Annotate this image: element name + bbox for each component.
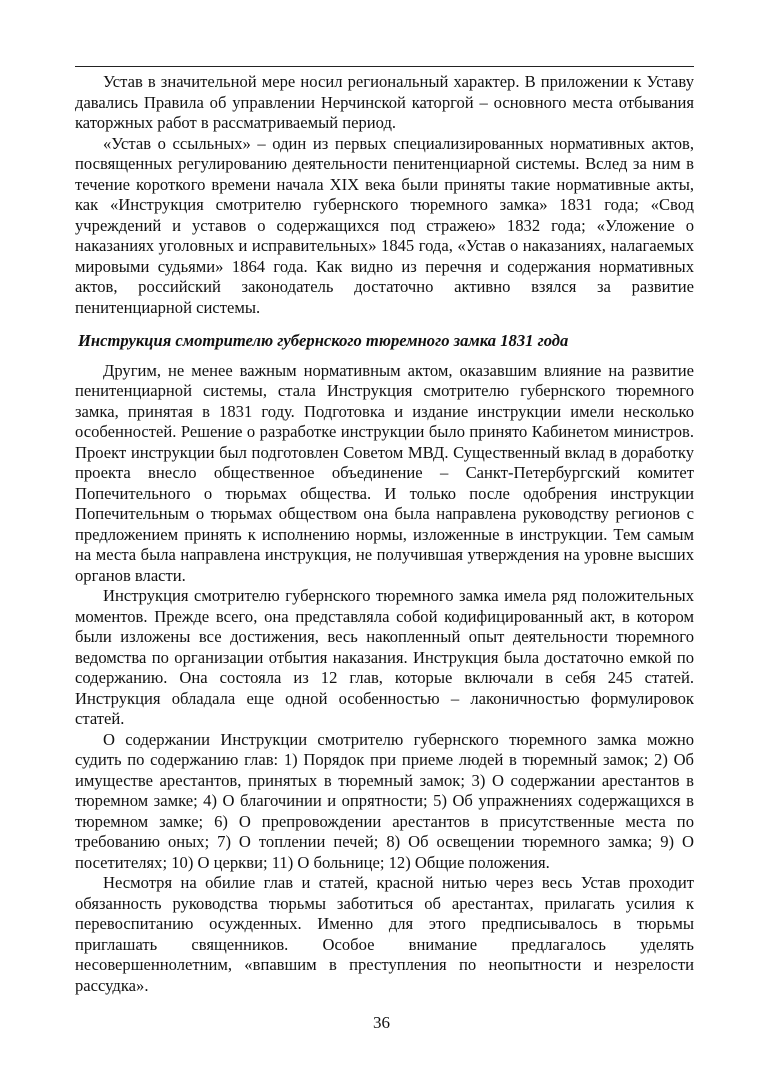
paragraph: О содержании Инструкции смотрителю губернского тюремного замка можно судить по содержанию глав: 1) Порядок при приеме людей в тюремный замок; 2) Об имуществе арестантов, принятых в тюремный замок; 3) О содержании арестантов в тюремном замке; 4) О благочинии и опрятности; 5) Об упражнениях содержащихся в тюремном замке; 6) О препровождении арестантов в присутственные места по требованию оных; 7) О топлении печей; 8) Об освещении тюремного замка; 9) О посетителях; 10) О церкви; 11) О больнице; 12) Общие положения.: [75, 729, 694, 872]
text-block-before: [75, 72, 694, 318]
paragraph: Инструкция смотрителю губернского тюремного замка имела ряд положительных моментов. Прежде всего, она представляла собой кодифицированный акт, в котором были изложены все достижения, весь накопленный опыт деятельности тюремного ведомства по организации отбытия наказания. Инструкция была достаточно емкой по содержанию. Она состояла из 12 глав, которые включали в себя 245 статей. Инструкция обладала еще одной особенностью – лаконичностью формулировок статей.: [75, 586, 694, 728]
page-number: 36: [373, 1013, 390, 1032]
page-body: [75, 66, 694, 996]
paragraph: Устав в значительной мере носил региональный характер. В приложении к Уставу давались Правила об управлении Нерчинской каторгой – основного места отбывания каторжных работ в рассматриваемый период.: [75, 72, 694, 132]
paragraph: Другим, не менее важным нормативным актом, оказавшим влияние на развитие пенитенциарной системы, стала Инструкция смотрителю губернского тюремного замка, принятая в 1831 году. Подготовка и издание инструкции имели несколько особенностей. Решение о разработке инструкции было принято Кабинетом министров. Проект инструкции был подготовлен Советом МВД. Существенный вклад в доработку проекта внесло общественное объединение – Санкт-Петербургский комитет Попечительного о тюрьмах общества. И только после одобрения инструкции Попечительным о тюрьмах обществом она была направлена руководству регионов с предложением принять к исполнению нормы, изложенные в инструкции. Тем самым на места была направлена инструкция, не получившая утверждения на уровне высших органов власти.: [75, 360, 694, 585]
section-heading: Инструкция смотрителю губернского тюремного замка 1831 года: [78, 331, 569, 350]
text-block-after: [75, 361, 694, 997]
header-rule: [75, 66, 694, 67]
paragraph: «Устав о ссыльных» – один из первых специализированных нормативных актов, посвященных регулированию деятельности пенитенциарной системы. Вслед за ним в течение короткого времени начала XIX века были приняты такие нормативные акты, как «Инструкция смотрителю губернского тюремного замка» 1831 года; «Свод учреждений и уставов о содержащихся под стражею» 1832 года; «Уложение о наказаниях уголовных и исправительных» 1845 года, «Устав о наказаниях, налагаемых мировыми судьями» 1864 года. Как видно из перечня и содержания нормативных актов, российский законодатель достаточно активно взялся за развитие пенитенциарной системы.: [75, 133, 694, 317]
paragraph: Несмотря на обилие глав и статей, красной нитью через весь Устав проходит обязанность руководства тюрьмы заботиться об арестантах, прилагать усилия к перевоспитанию осужденных. Именно для этого предписывалось в тюрьмы приглашать священников. Особое внимание предлагалось уделять несовершеннолетним, «впавшим в преступления по неопытности и незрелости рассудка».: [75, 873, 694, 995]
